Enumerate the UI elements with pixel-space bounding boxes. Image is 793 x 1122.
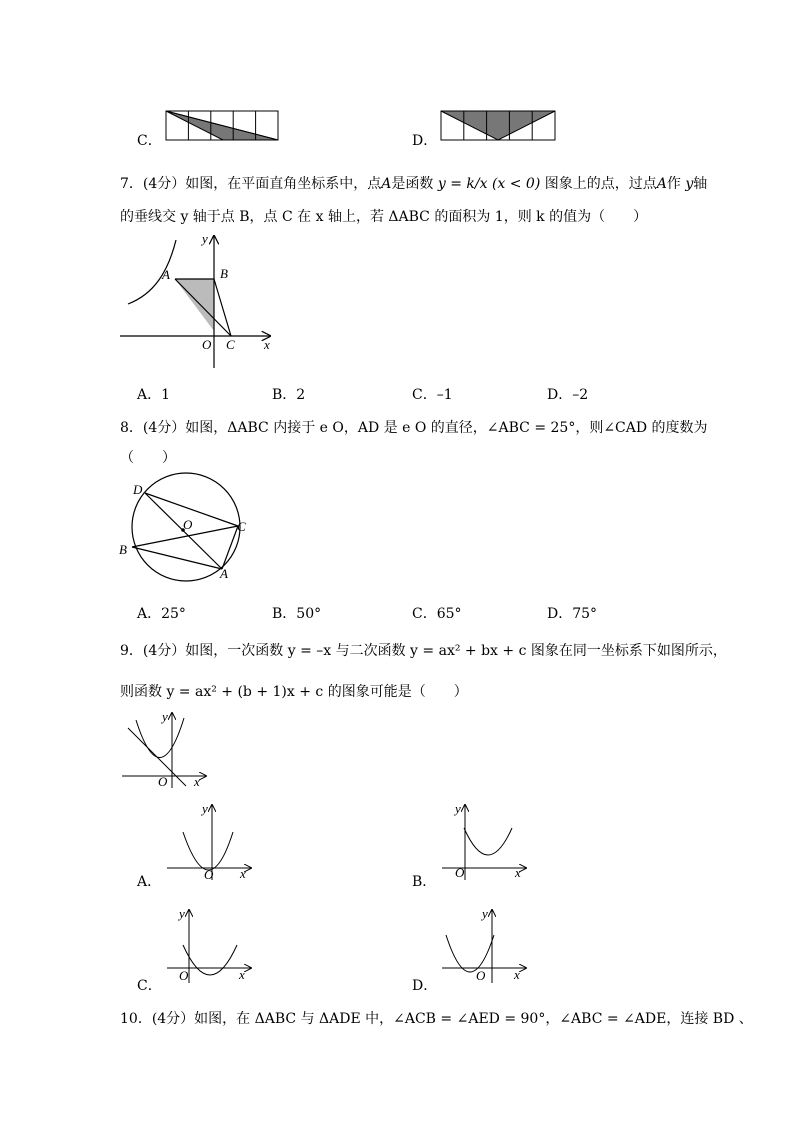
q8-figure (116, 480, 256, 590)
q8-stem-line2: （ ） (120, 450, 176, 466)
q7-figure (118, 228, 278, 373)
q9-c-label-o: O (179, 968, 189, 983)
q7-label-x: x (264, 337, 270, 352)
q7-option-b[interactable]: B．2 (272, 387, 306, 403)
q9-ref-label-o: O (158, 774, 168, 789)
q8-label-b: B (119, 542, 127, 557)
q7-text-a: 7．(4分）如图，在平面直角坐标系中，点 (120, 176, 382, 192)
q9-option-d-label[interactable]: D． (412, 978, 438, 994)
q10-stem-line1: 10．(4分）如图，在 ΔABC 与 ΔADE 中，∠ACB = ∠AED = 90°，∠ABC = ∠ADE，连接 BD 、 (120, 1011, 753, 1027)
q7-formula: y = k/x (x < 0) (437, 176, 541, 192)
q9-option-c-graph (165, 905, 255, 987)
q7-stem-line2: 的垂线交 y 轴于点 B，点 C 在 x 轴上，若 ΔABC 的面积为 1，则 k 的值为（ ） (120, 209, 648, 225)
q8-label-a: A (220, 566, 228, 581)
q9-d-label-o: O (476, 968, 486, 983)
q7-label-y: y (202, 231, 208, 246)
q9-a-label-y: y (202, 801, 208, 816)
q8-option-b[interactable]: B．50° (272, 606, 322, 622)
q8-label-c: C (237, 519, 246, 534)
q9-a-label-x: x (240, 866, 246, 881)
q9-reference-graph (120, 708, 210, 790)
q7-text-b: 是函数 (391, 176, 434, 192)
q8-option-a[interactable]: A．25° (137, 606, 186, 622)
q7-text-d: 作 (666, 176, 681, 192)
q9-option-b-graph (440, 800, 530, 882)
q8-option-c[interactable]: C．65° (412, 606, 462, 622)
q7-label-c: C (226, 337, 235, 352)
q9-ref-label-x: x (194, 774, 200, 789)
q7-option-c[interactable]: C．–1 (412, 387, 453, 403)
q7-option-a[interactable]: A．1 (137, 387, 171, 403)
q9-c-label-y: y (179, 906, 185, 921)
q9-b-label-y: y (455, 801, 461, 816)
q7-axis-y: y (685, 176, 694, 192)
q9-option-b-label[interactable]: B． (412, 874, 437, 890)
q9-option-d-graph (440, 905, 530, 987)
q6-option-c-figure (166, 110, 280, 142)
q8-label-o: O (183, 517, 193, 532)
q7-label-a: A (162, 267, 170, 282)
q7-point-a-2: A (656, 176, 667, 192)
q7-label-b: B (220, 266, 228, 281)
q9-option-a-graph (165, 800, 255, 882)
q6-option-c-label[interactable]: C． (137, 133, 162, 149)
q9-a-label-o: O (204, 867, 214, 882)
q9-c-label-x: x (239, 967, 245, 982)
q7-text-c: 图象上的点，过点 (544, 176, 657, 192)
q6-option-d-figure (441, 110, 557, 142)
q7-point-a: A (381, 176, 392, 192)
q8-label-d: D (133, 482, 143, 497)
q9-ref-label-y: y (162, 709, 168, 724)
q7-label-o: O (202, 337, 212, 352)
q8-stem-line1: 8．(4分）如图，ΔABC 内接于 e O，AD 是 e O 的直径，∠ABC = 25°，则∠CAD 的度数为 (120, 420, 708, 436)
q9-b-label-x: x (515, 865, 521, 880)
q7-stem-line1 (120, 173, 707, 193)
q7-text-f: 轴 (693, 176, 708, 192)
q8-option-d[interactable]: D．75° (547, 606, 598, 622)
q9-option-a-label[interactable]: A． (137, 874, 162, 890)
q9-stem-line2: 则函数 y = ax² + (b + 1)x + c 的图象可能是（ ） (120, 684, 468, 700)
q9-d-label-y: y (482, 906, 488, 921)
q7-option-d[interactable]: D．–2 (547, 387, 589, 403)
q9-option-c-label[interactable]: C． (137, 978, 162, 994)
q6-option-d-label[interactable]: D． (412, 133, 438, 149)
q9-stem-line1: 9．(4分）如图，一次函数 y = –x 与二次函数 y = ax² + bx + c 图象在同一坐标系下如图所示， (120, 643, 727, 659)
q9-b-label-o: O (455, 865, 465, 880)
q9-d-label-x: x (514, 967, 520, 982)
